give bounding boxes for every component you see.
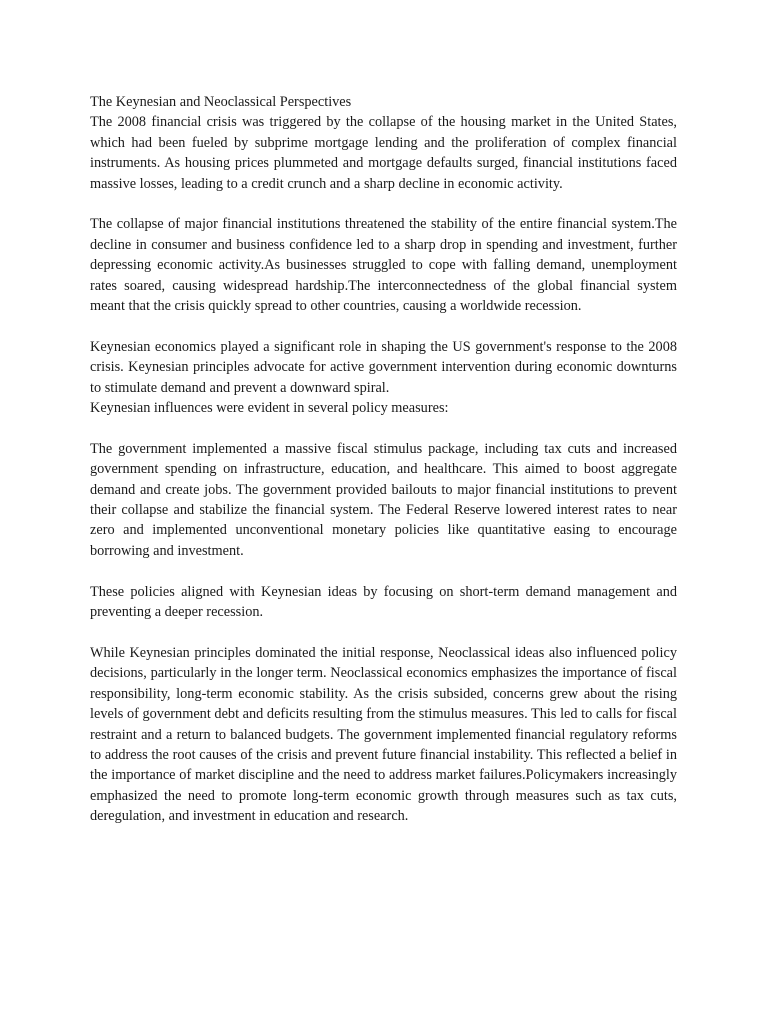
paragraph-keynesian-alignment: These policies aligned with Keynesian ideas by focusing on short-term demand management and preventing a deeper recession. (90, 583, 677, 621)
paragraph-keynesian-role: Keynesian economics played a significant role in shaping the US government's response to the 2008 crisis. Keynesian principles advocate for active government intervention during economic downturns to stimulate demand and prevent a downward spiral. (90, 338, 677, 396)
paragraph-crisis-origin: The 2008 financial crisis was triggered by the collapse of the housing market in the United States, which had been fueled by subprime mortgage lending and the proliferation of complex financial instruments. As housing prices plummeted and mortgage defaults surged, financial institutions faced massive losses, leading to a credit crunch and a sharp decline in economic activity. (90, 114, 677, 192)
paragraph-policy-measures: The government implemented a massive fiscal stimulus package, including tax cuts and increased government spending on infrastructure, education, and healthcare. This aimed to boost aggregate demand and create jobs. The government provided bailouts to major financial institutions to prevent their collapse and stabilize the financial system. The Federal Reserve lowered interest rates to near zero and implemented unconventional monetary policies like quantitative easing to encourage borrowing and investment. (90, 440, 677, 559)
paragraph-crisis-spread: The collapse of major financial institutions threatened the stability of the entire financial system.The decline in consumer and business confidence led to a sharp drop in spending and investment, further depressing economic activity.As businesses struggled to cope with falling demand, unemployment rates soared, causing widespread hardship.The interconnectedness of the global financial system meant that the crisis quickly spread to other countries, causing a worldwide recession. (90, 216, 677, 315)
paragraph-neoclassical-influence: While Keynesian principles dominated the initial response, Neoclassical ideas also influenced policy decisions, particularly in the longer term. Neoclassical economics emphasizes the importance of fiscal responsibility, long-term economic stability. As the crisis subsided, concerns grew about the rising levels of government debt and deficits resulting from the stimulus measures. This led to calls for fiscal restraint and a return to balanced budgets. The government implemented financial regulatory reforms to address the root causes of the crisis and prevent future financial instability. This reflected a belief in the importance of market discipline and the need to address market failures.Policymakers increasingly emphasized the need to promote long-term economic growth through measures such as tax cuts, deregulation, and investment in education and research. (90, 644, 677, 825)
document-page (90, 92, 677, 827)
document-title: The Keynesian and Neoclassical Perspectives (90, 94, 352, 110)
paragraph-keynesian-influences-intro: Keynesian influences were evident in several policy measures: (90, 400, 449, 417)
